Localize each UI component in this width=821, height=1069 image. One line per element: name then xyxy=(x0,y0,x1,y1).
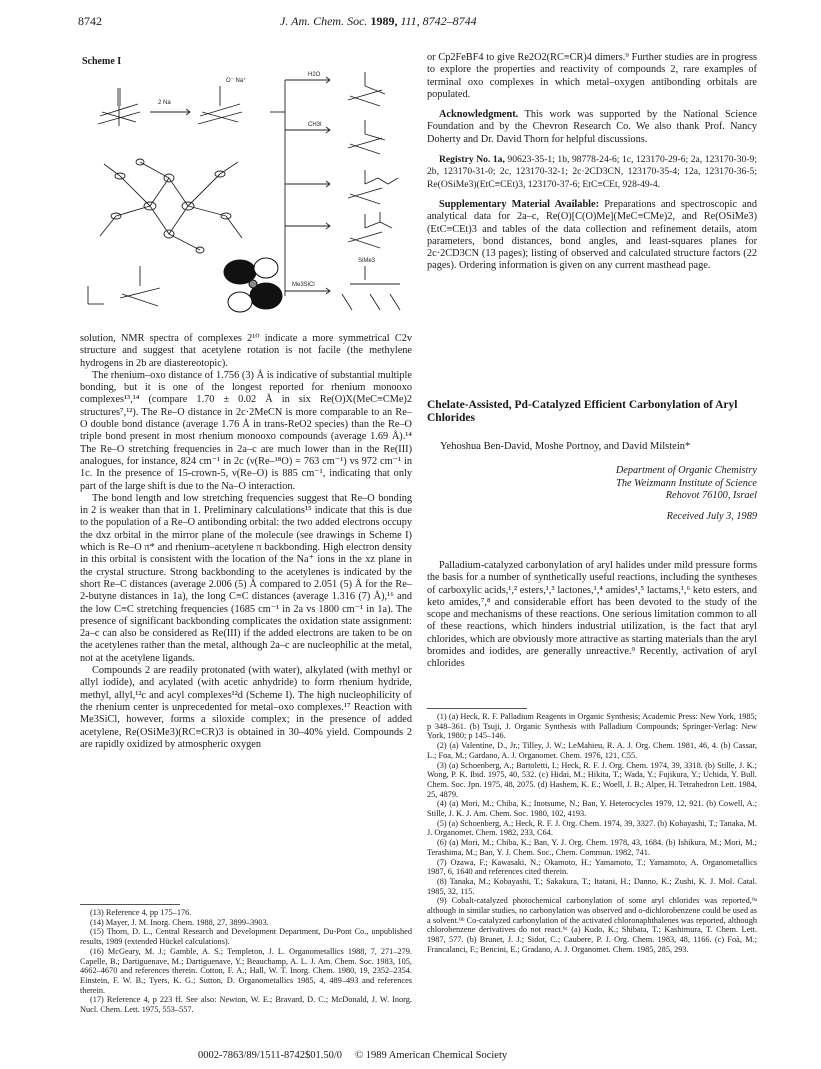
journal-header xyxy=(280,14,477,29)
footnote: (1) (a) Heck, R. F. Palladium Reagents in Organic Synthesis; Academic Press: New York, 1985; p 348–361. (b) Tsuji, J. Organic Synthesis with Palladium Compounds; Springer-Verlag: New York, 1980; p 145–146. xyxy=(427,712,757,741)
journal-volume-pages: 111, 8742–8744 xyxy=(400,14,477,28)
footnote: (7) Ozawa, F.; Kawasaki, N.; Okamoto, H.; Yamamoto, T.; Yamamoto, A. Organometallics 1987, 6, 1640 and references cited therein. xyxy=(427,857,757,877)
page-footer xyxy=(198,1050,507,1061)
footnote-rule xyxy=(80,904,180,905)
footnote: (8) Tanaka, M.; Kobayashi, T.; Sakakura, T.; Itatani, H.; Danno, K.; Zushi, K. J. Mol. Catal. 1985, 32, 115. xyxy=(427,876,757,896)
received-date: Received July 3, 1989 xyxy=(666,510,757,522)
footnote: (14) Mayer, J. M. Inorg. Chem. 1988, 27, 3899–3903. xyxy=(90,917,269,927)
right-footnotes xyxy=(427,712,757,955)
right-column-body xyxy=(427,560,757,671)
label-sime3: SiMe3 xyxy=(358,258,376,264)
label-2na: 2 Na xyxy=(158,100,171,106)
registry: Registry No. 1a, 90623-35-1; 1b, 98778-24-6; 1c, 123170-29-6; 2a, 123170-30-9; 2b, 123170-31-0; 2c, 123170-32-1; 2c·2CD3CN, 123170-35-4; 12a, 123170-36-5; Re(OSiMe3)(EtC≡CEt)3, 123170-37-6; EtC≡CEt, 928-49-4. xyxy=(427,154,757,190)
label-ch3i: CH3I xyxy=(308,122,322,128)
label-me3sicl: Me3SiCl xyxy=(292,282,315,288)
footer-copyright: © 1989 American Chemical Society xyxy=(355,1050,508,1061)
paragraph: The rhenium–oxo distance of 1.756 (3) Å is indicative of substantial multiple bonding, but it is one of the longest reported for rhenium monooxo complexes¹³,¹⁴ (compare 1.70 ± 0.02 Å in six Re(O)X(MeC≡CMe)2 structures⁷,¹²). The Re–O distance in 2c·2MeCN is more comparable to an Re–O double bond distance (average 1.76 Å in trans-ReO2 species) than the Re–O triple bond present in most rhenium monooxo compounds (average 1.69 Å).¹⁴ The Re–O stretching frequencies in 2a–c are much lower than in the Re(III) analogues, for instance, 824 cm⁻¹ in 2c (ν(Re–¹⁸O) = 763 cm⁻¹) vs 972 cm⁻¹ in 1c. In the presence of 15-crown-5, ν(Re–O) is 885 cm⁻¹, indicating that only part of the large shift is due to the Na–O interaction. xyxy=(80,369,412,492)
left-footnotes xyxy=(80,908,412,1015)
affiliation: Department of Organic Chemistry The Weizmann Institute of Science Rehovot 76100, Israel Received July 3, 1989 xyxy=(427,465,757,523)
supplementary: Supplementary Material Available: Preparations and spectroscopic and analytical data for 2a–c, Re(O)[C(O)Me](MeC≡CMe)2, and Re(OSiMe3)(EtC≡CEt)3 and tables of the data collection and refinement details, atom parameters, bond distances, bond angles, and least-squares planes for 2c·2CD3CN (13 pages); listing of observed and calculated structure factors (22 pages). Ordering information is given on any current masthead page. xyxy=(427,198,757,272)
label-o-na: O⁻ Na⁺ xyxy=(226,78,247,84)
footnote: (16) McGeary, M. J.; Gamble, A. S.; Templeton, J. L. Organometallics 1988, 7, 271–279. Capelle, B.; Dartiguenave, M.; Dartiguenave, Y.; Beauchamp, A. L. J. Am. Chem. Soc. 1983, 105, 4662–4670 and references therein. Cotton, F. A.; Hall, W. T. Inorg. Chem. 1980, 19, 2352–2354. Einstein, F. W. B.; Tyers, K. G.; Sutton, D. Organometallics 1985, 4, 489–493 and references therein. xyxy=(80,946,412,995)
supplementary-head: Supplementary Material Available: xyxy=(439,198,600,210)
footnote: (6) (a) Mori, M.; Chiba, K.; Ban, Y. J. Org. Chem. 1978, 43, 1684. (b) Ishikura, M.; Mori, M.; Terashima, M.; Ban, Y. J. Chem. Soc., Chem. Commun. 1982, 741. xyxy=(427,838,757,857)
product-siloxide xyxy=(342,266,400,310)
scheme-figure xyxy=(80,66,415,326)
product-allyl xyxy=(348,170,398,204)
left-column-body xyxy=(80,333,412,751)
scheme-title: Scheme I xyxy=(82,56,122,67)
orbital-drawing xyxy=(224,258,282,312)
footnote: (5) (a) Schoenberg, A.; Heck, R. F. J. Org. Chem. 1974, 39, 3327. (b) Kobayashi, T.; Tanaka, M. J. Organomet. Chem. 1982, 233, C64. xyxy=(427,818,757,838)
product-methyl xyxy=(348,120,385,154)
paragraph: or Cp2FeBF4 to give Re2O2(RC≡CR)4 dimers.⁹ Further studies are in progress to explore the properties and reactivity of compounds 2, rare examples of terminal oxo complexes in which metal–oxygen antibonding orbitals are populated. xyxy=(427,52,757,100)
page-number: 8742 xyxy=(78,14,102,28)
label-h2o: H2O xyxy=(308,72,321,78)
footer-code: 0002-7863/89/1511-8742$01.50/0 xyxy=(198,1050,342,1061)
product-hydride xyxy=(348,72,385,106)
article-title: Chelate-Assisted, Pd-Catalyzed Efficient Carbonylation of Aryl Chlorides xyxy=(427,399,738,424)
footnote: (9) Cobalt-catalyzed photochemical carbonylation of some aryl chlorides was reported,⁹ᵃ although in similar studies, no carbonylation was observed and o-dichlorobenzene could be used as a solvent.⁹ᵇ Co-catalyzed carbonylation of the activated chloronaphthalenes was reported, although chlorobenzene derivatives do not react.⁹ᶜ (a) Kudo, K.; Shibata, T.; Kashimura, T. Chem. Lett. 1987, 577. (b) Brunet, J. J.; Sidot, C.; Caubere, P. J. Org. Chem. 1983, 48, 1166. (c) Foà, M.; Francalanci, F.; Bencini, E.; Gradano, A. J. Organomet. Chem. 1985, 285, 293. xyxy=(427,896,757,954)
journal-year: 1989, xyxy=(370,14,398,28)
footnote: (17) Reference 4, p 223 ff. See also: Newton, W. E.; Bravard, D. C.; McDonald, J. W. Inorg. Nucl. Chem. Lett. 1975, 553–557. xyxy=(80,995,412,1015)
right-column-top xyxy=(427,52,757,273)
coordinate-axes xyxy=(88,286,104,304)
registry-head: Registry No. 1a, xyxy=(439,154,505,166)
product-acyl xyxy=(348,212,392,248)
acknowledgment: Acknowledgment. This work was supported by the National Science Foundation and by the Chevron Research Co. We also thank Prof. Nancy Doherty and Dr. David Thorn for helpful discussions. xyxy=(427,109,757,145)
paragraph: Compounds 2 are readily protonated (with water), alkylated (with methyl or allyl iodide), and acylated (with acetic anhydride) to form rhenium hydride, methyl, allyl,¹²c and acyl complexes¹²d (Scheme I). The high nucleophilicity of the rhenium center is unprecedented for metal–oxo complexes.¹⁷ Reaction with Me3SiCl, however, forms a siloxide complex; in the presence of added acetylene, Re(OSiMe3)(RC≡CR)3 is obtained in 30–40% yield. Compounds 2 are rapidly oxidized by atmospheric oxygen xyxy=(80,665,412,750)
footnote: (4) (a) Mori, M.; Chiba, K.; Inotsume, N.; Ban, Y. Heterocycles 1979, 12, 921. (b) Cowell, A.; Stille, J. K. J. Am. Chem. Soc. 1980, 102, 4193. xyxy=(427,799,757,819)
footnote-rule xyxy=(427,708,527,709)
acknowledgment-head: Acknowledgment. xyxy=(439,109,519,121)
footnote: (13) Reference 4, pp 175–176. xyxy=(90,908,192,917)
paragraph: The bond length and low stretching frequencies suggest that Re–O bonding in 2 is weaker than that in 1. Preliminary calculations¹⁵ indicate that this is due to the population of a Re–O antibonding orbital: the two added electrons occupy the dxz orbital in the mirror plane of the molecule (see drawings in Scheme I) which is Re–O π* and rhenium–acetylene π backbonding. High electron density in this orbital is consistent with the location of the Na⁺ ions in the xz plane in the crystal structure. Strong backbonding to the acetylenes is indicated by the short Re–C distances (average 2.006 (5) Å compared to 2.051 (5) Å for the Re–2-butyne distances in 1a), the long C≡C distances (average 1.316 (7) Å),¹⁶ and the low C≡C stretching frequencies (1685 cm⁻¹ in 2a vs 1800 cm⁻¹ in 1a). The presence of significant backbonding complicates the oxidation state assignment: 2a–c can also be considered as Re(III) if the added electrons are taken to be on the acetylenes rather than the metal, although 2a–c are nucleophilic at the metal, not at the acetylene ligands. xyxy=(80,492,412,664)
footnote: (2) (a) Valentine, D., Jr.; Tilley, J. W.; LeMahieu, R. A. J. Org. Chem. 1981, 46, 4. (b) Cassar, L.; Foa, M.; Gardano, A. J. Organomet. Chem. 1976, 121, C55. xyxy=(427,741,757,760)
anion-complex xyxy=(198,86,242,124)
orbital-complex-left xyxy=(120,266,160,306)
starting-complex xyxy=(98,88,140,126)
footnote: (3) (a) Schoenberg, A.; Bartoletti, I.; Heck, R. F. J. Org. Chem. 1974, 39, 3318. (b) Stille, J. K.; Wong, P. K. Ibid. 1975, 40, 532. (c) Hidai, M.; Hikita, T.; Wada, Y.; Fujikura, Y.; Uchida, Y. Bull. Chem. Soc. Jpn. 1975, 48, 2075. (d) Hashem, K. E.; Woell, J. B.; Alper, H. Tetrahedron Lett. 1984, 25, 4879. xyxy=(427,760,757,799)
journal-name: J. Am. Chem. Soc. xyxy=(280,14,368,28)
paragraph: Palladium-catalyzed carbonylation of aryl halides under mild pressure forms the basis for a number of synthetically useful reactions, including the syntheses of carboxylic acids,¹,² esters,¹,³ lactones,¹,⁴ amides¹,⁵ lactams,¹,⁶ keto esters, and keto amides,⁷,⁸ and considerable effort has been devoted to the study of the scope and mechanisms of these reactions. One serious limitation common to all of these reactions, which hinders industrial utilization, is the fact that aryl chlorides, which are obviously more attractive as starting materials than the aryl bromides and iodides, are generally unreactive.⁹ Recently, activation of aryl chlorides xyxy=(427,560,757,670)
article-authors: Yehoshua Ben-David, Moshe Portnoy, and David Milstein* xyxy=(440,441,691,452)
footnote: (15) Thorn, D. L., Central Research and Development Department, Du-Pont Co., unpublished results, 1989 (extended Hückel calculations). xyxy=(80,927,412,947)
crystal-structure-dimer xyxy=(100,159,242,253)
paragraph: solution, NMR spectra of complexes 2¹⁰ indicate a more symmetrical C2v structure and suggest that acetylene rotation is not facile (the methylene hydrogens in 2b are diastereotopic). xyxy=(80,333,412,369)
